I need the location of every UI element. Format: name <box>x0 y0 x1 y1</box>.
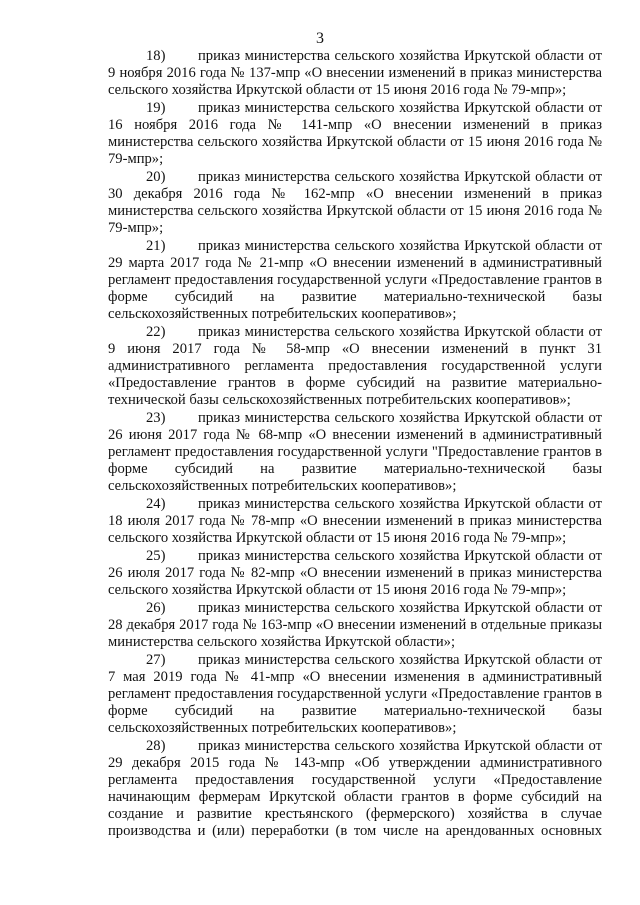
item-number: 26) <box>146 600 166 616</box>
item-number: 18) <box>146 48 166 64</box>
list-item <box>108 496 602 547</box>
document-body <box>108 48 602 841</box>
item-number: 19) <box>146 100 166 116</box>
list-item <box>108 652 602 737</box>
item-text: приказ министерства сельского хозяйства Иркутской области от 26 июля 2017 года № 82-мпр «О внесении изменений в приказ министерства сельского хозяйства Иркутской области от 15 июня 2016 года № 79-мпр»; <box>108 548 602 598</box>
item-text: приказ министерства сельского хозяйства Иркутской области от 30 декабря 2016 года № 162-мпр «О внесении изменений в приказ министерства сельского хозяйства Иркутской области от 15 июня 2016 года № 79-мпр»; <box>108 169 602 236</box>
item-number: 25) <box>146 548 166 564</box>
item-text: приказ министерства сельского хозяйства Иркутской области от 26 июня 2017 года № 68-мпр «О внесении изменений в административный регламент предоставления государственной услуги "Предоставление грантов в форме субсидий на развитие материально-технической базы сельскохозяйственных потребительских кооперативов»; <box>108 410 602 494</box>
list-item <box>108 410 602 495</box>
item-text: приказ министерства сельского хозяйства Иркутской области от 16 ноября 2016 года № 141-мпр «О внесении изменений в приказ министерства сельского хозяйства Иркутской области от 15 июня 2016 года № 79-мпр»; <box>108 100 602 167</box>
item-number: 27) <box>146 652 166 668</box>
list-item <box>108 169 602 237</box>
list-item <box>108 600 602 651</box>
list-item <box>108 100 602 168</box>
item-text: приказ министерства сельского хозяйства Иркутской области от 29 декабря 2015 года № 143-мпр «Об утверждении административного регламента предоставления государственной услуги «Предоставление начинающим фермерам Иркутской области грантов в форме субсидий на создание и развитие крестьянского (фермерского) хозяйства в случае производства и (или) переработки (в том числе на арендованных основных <box>108 738 602 839</box>
list-item <box>108 324 602 409</box>
list-item <box>108 48 602 99</box>
item-number: 21) <box>146 238 166 254</box>
item-text: приказ министерства сельского хозяйства Иркутской области от 7 мая 2019 года № 41-мпр «О внесении изменения в административный регламент предоставления государственной услуги «Предоставление грантов в форме субсидий на развитие материально-технической базы сельскохозяйственных потребительских кооперативов»; <box>108 652 602 736</box>
item-text: приказ министерства сельского хозяйства Иркутской области от 18 июля 2017 года № 78-мпр «О внесении изменений в приказ министерства сельского хозяйства Иркутской области от 15 июня 2016 года № 79-мпр»; <box>108 496 602 546</box>
list-item <box>108 238 602 323</box>
item-text: приказ министерства сельского хозяйства Иркутской области от 9 ноября 2016 года № 137-мпр «О внесении изменений в приказ министерства сельского хозяйства Иркутской области от 15 июня 2016 года № 79-мпр»; <box>108 48 602 98</box>
list-item <box>108 548 602 599</box>
list-item <box>108 738 602 840</box>
item-number: 24) <box>146 496 166 512</box>
item-text: приказ министерства сельского хозяйства Иркутской области от 29 марта 2017 года № 21-мпр «О внесении изменений в административный регламент предоставления государственной услуги «Предоставление грантов в форме субсидий на развитие материально-технической базы сельскохозяйственных потребительских кооперативов»; <box>108 238 602 322</box>
item-text: приказ министерства сельского хозяйства Иркутской области от 9 июня 2017 года № 58-мпр «О внесении изменений в пункт 31 административного регламента предоставления государственной услуги «Предоставление грантов в форме субсидий на развитие материально-технической базы сельскохозяйственных потребительских кооперативов»; <box>108 324 602 408</box>
item-text: приказ министерства сельского хозяйства Иркутской области от 28 декабря 2017 года № 163-мпр «О внесении изменений в отдельные приказы министерства сельского хозяйства Иркутской области»; <box>108 600 602 650</box>
item-number: 22) <box>146 324 166 340</box>
page-number: 3 <box>316 30 324 47</box>
item-number: 23) <box>146 410 166 426</box>
item-number: 20) <box>146 169 166 185</box>
item-number: 28) <box>146 738 166 754</box>
